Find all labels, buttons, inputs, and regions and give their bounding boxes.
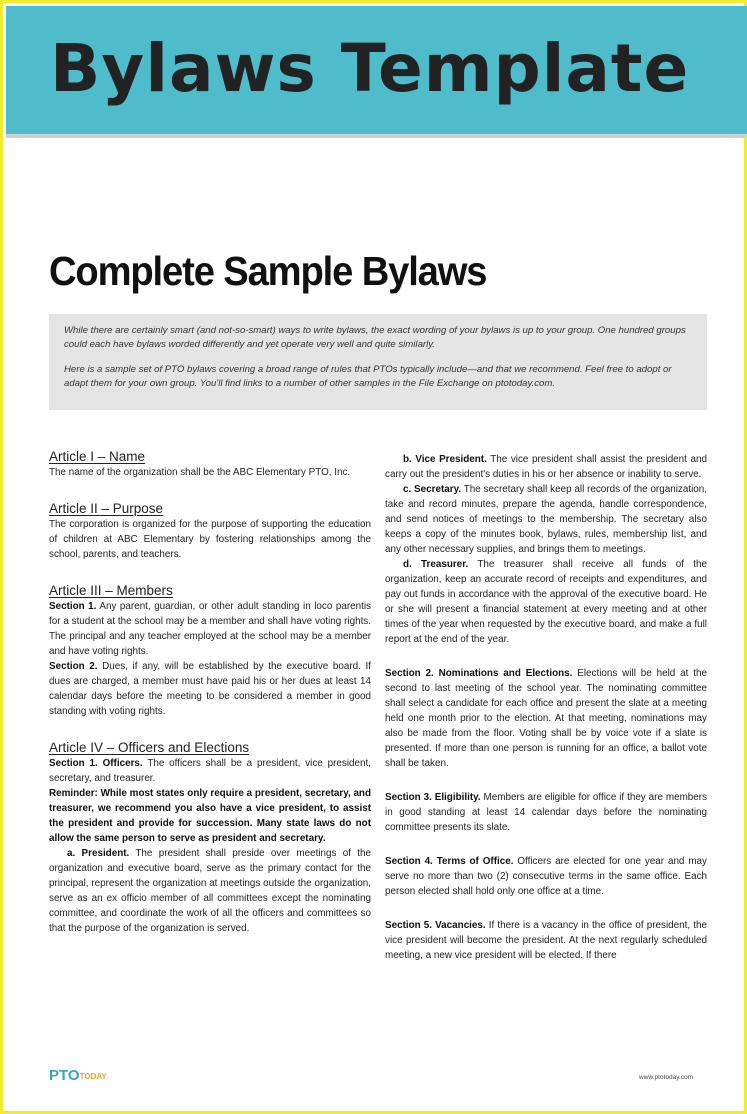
- officer-paragraph: [385, 452, 707, 482]
- officer-text: The vice president shall assist the president and carry out the president's duties in his or her absence or inability to serve.: [385, 454, 707, 480]
- officer-text: The secretary shall keep all records of the organization, take and record minutes, prepare the agenda, handle correspondence, and send notices of meetings to the membership. The secretary also keeps a copy of the minutes book, bylaws, rules, membership list, and any other necessary supplies, and brings them to meetings.: [385, 484, 707, 555]
- section-label: Section 3. Eligibility.: [385, 792, 481, 803]
- section-paragraph: [49, 599, 371, 659]
- section-text: If there is a vacancy in the office of president, the vice president will become the president. At the next regularly scheduled meeting, a new vice president will be elected. If there: [385, 920, 707, 961]
- officer-text: The treasurer shall receive all funds of the organization, keep an accurate record of receipts and expenditures, and pay out funds in accordance with the approval of the executive board. He or she will present a financial statement at every meeting and at other times of the year when requested by the executive board, and make a full report at the end of the year.: [385, 559, 708, 645]
- document-title: Complete Sample Bylaws: [49, 248, 487, 294]
- section-label: Section 1. Officers.: [49, 758, 143, 769]
- intro-paragraph: Here is a sample set of PTO bylaws covering a broad range of rules that PTOs typically include—and that we recommend. Feel free to adopt or adapt them for your own group. You'll find links to a number of other samples in the File Exchange on ptotoday.com.: [64, 364, 672, 389]
- officer-label: b. Vice President.: [403, 454, 487, 465]
- officer-paragraph: [385, 557, 707, 647]
- section-label: Section 2. Nominations and Elections.: [385, 668, 573, 679]
- article-text: The name of the organization shall be the ABC Elementary PTO, Inc.: [49, 467, 351, 478]
- officer-text: The president shall preside over meetings of the organization and executive board, serve as the primary contact for the principal, represent the organization at meetings outside the organization, serve as an ex officio member of all committees except the nominating committee, and coordinate the work of all the officers and committees so that the purpose of the organization is served.: [49, 848, 371, 934]
- section-text: Dues, if any, will be established by the executive board. If dues are charged, a member must have paid his or her dues at least 14 calendar days before the meeting to be considered a member in good standing with voting rights.: [49, 661, 371, 717]
- officer-label: a. President.: [67, 848, 130, 859]
- officer-paragraph: [385, 482, 707, 557]
- section-label: Section 1.: [49, 601, 97, 612]
- article-text: The corporation is organized for the purpose of supporting the education of children at ABC Elementary by fostering relationships among the school, parents, and teachers.: [49, 519, 371, 560]
- section-paragraph: [385, 854, 707, 899]
- logo-sub: TODAY: [79, 1072, 107, 1081]
- section-paragraph: [385, 790, 707, 835]
- officer-label: d. Treasurer.: [403, 559, 469, 570]
- intro-box: [49, 314, 707, 410]
- footer-url: www.ptotoday.com: [639, 1074, 694, 1081]
- section-paragraph: [385, 666, 707, 771]
- section-label: Section 4. Terms of Office.: [385, 856, 514, 867]
- intro-paragraph: While there are certainly smart (and not-so-smart) ways to write bylaws, the exact wording of your bylaws is up to your group. One hundred groups could each have bylaws worded differently and yet operate very well and quite similarly.: [64, 325, 686, 350]
- banner-title: Bylaws Template: [50, 30, 690, 107]
- article-heading: Article III – Members: [49, 583, 173, 598]
- header-banner: [6, 6, 747, 138]
- section-paragraph: [49, 659, 371, 719]
- pto-today-logo: [49, 1067, 107, 1084]
- section-text: Officers are elected for one year and may serve no more than two (2) consecutive terms in the same office. Each person elected shall hold only one office at a time.: [385, 856, 707, 897]
- section-paragraph: [49, 756, 371, 786]
- officer-paragraph: [49, 846, 371, 936]
- section-label: Section 2.: [49, 661, 98, 672]
- article-heading: Article IV – Officers and Elections: [49, 740, 250, 755]
- section-label: Section 5. Vacancies.: [385, 920, 486, 931]
- section-paragraph: [385, 918, 707, 963]
- reminder-paragraph: [49, 786, 371, 846]
- left-column: [49, 449, 371, 936]
- right-column: [385, 452, 707, 963]
- section-text: Members are eligible for office if they are members in good standing at least 14 calendar days before the nominating committee presents its slate.: [385, 792, 708, 833]
- logo-main: PTO: [49, 1067, 80, 1084]
- article-heading: Article I – Name: [49, 449, 146, 464]
- section-text: Any parent, guardian, or other adult standing in loco parentis for a student at the school may be a member and shall have voting rights. The principal and any teacher employed at the school may be a member and have voting rights.: [49, 601, 371, 657]
- section-text: Elections will be held at the second to last meeting of the school year. The nominating committee shall select a candidate for each office and present the slate at a meeting held one month prior to the election. At that meeting, nominations may also be made from the floor. Voting shall be by voice vote if a slate is presented. If more than one person is running for an office, a ballot vote shall be taken.: [385, 668, 707, 769]
- reminder-text: Reminder: While most states only require a president, secretary, and treasurer, we recommend you also have a vice president, to assist the president and provide for succession. Many state laws do not allow the same person to serve as president and secretary.: [49, 788, 371, 844]
- officer-label: c. Secretary.: [403, 484, 462, 495]
- article-heading: Article II – Purpose: [49, 501, 164, 516]
- section-text: The officers shall be a president, vice president, secretary, and treasurer.: [49, 758, 371, 784]
